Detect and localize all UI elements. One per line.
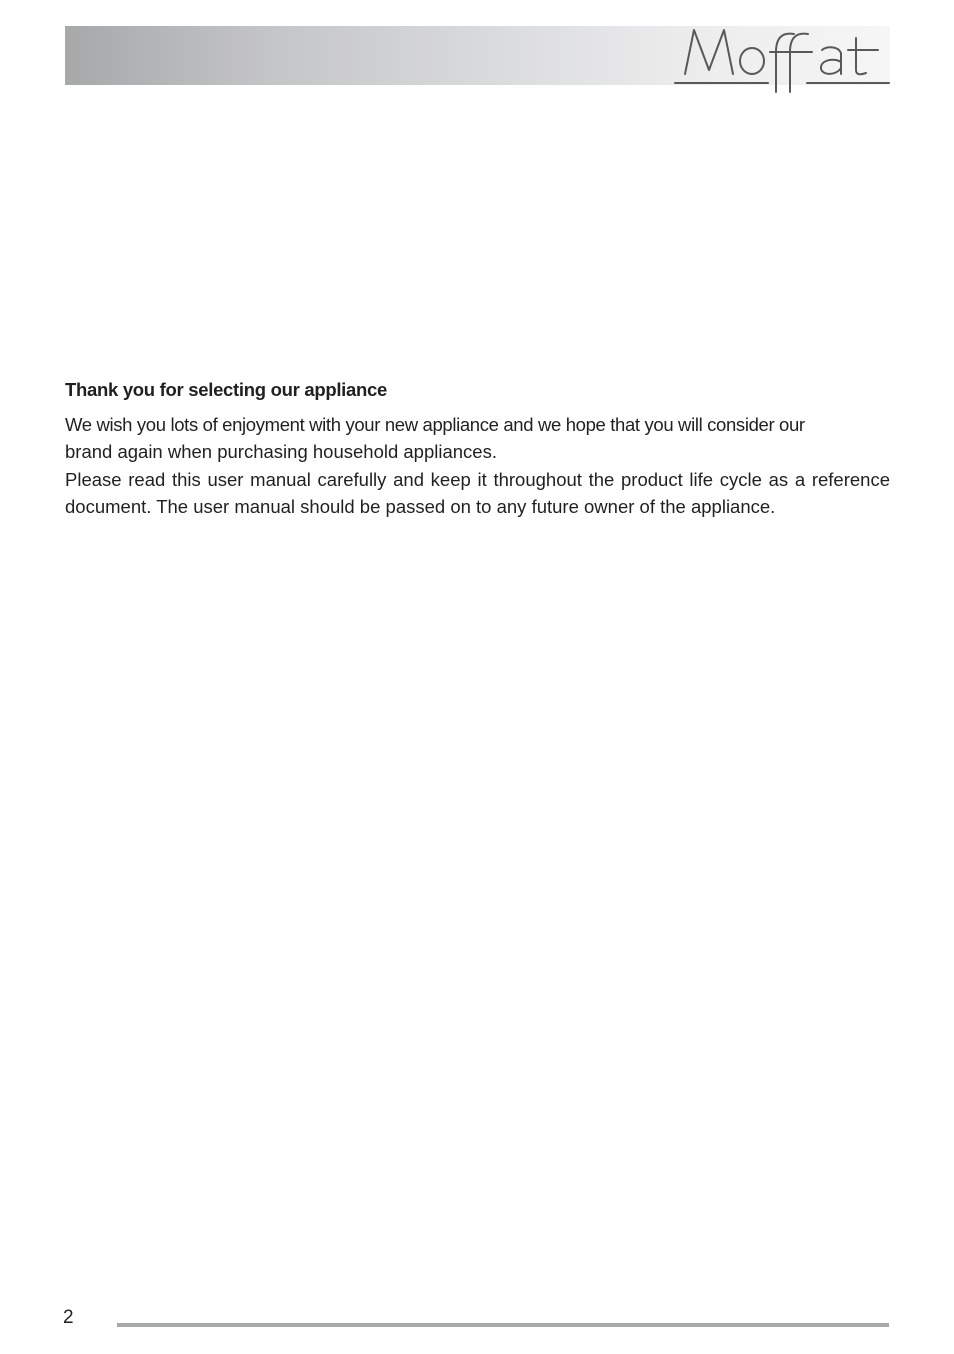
page-number: 2 xyxy=(63,1307,74,1328)
footer-rule xyxy=(117,1323,889,1327)
manual-paragraph: Please read this user manual carefully and keep it throughout the product life cycle as a reference document. The user manual should be passed on to any future owner of the appliance. xyxy=(65,468,890,517)
brand-logo xyxy=(672,22,894,94)
intro-paragraph-line-1: We wish you lots of enjoyment with your new appliance and we hope that you will consider our xyxy=(65,414,805,435)
page-heading: Thank you for selecting our appliance xyxy=(65,379,387,400)
main-content xyxy=(65,377,890,520)
intro-paragraph-line-2: brand again when purchasing household appliances. xyxy=(65,441,497,463)
